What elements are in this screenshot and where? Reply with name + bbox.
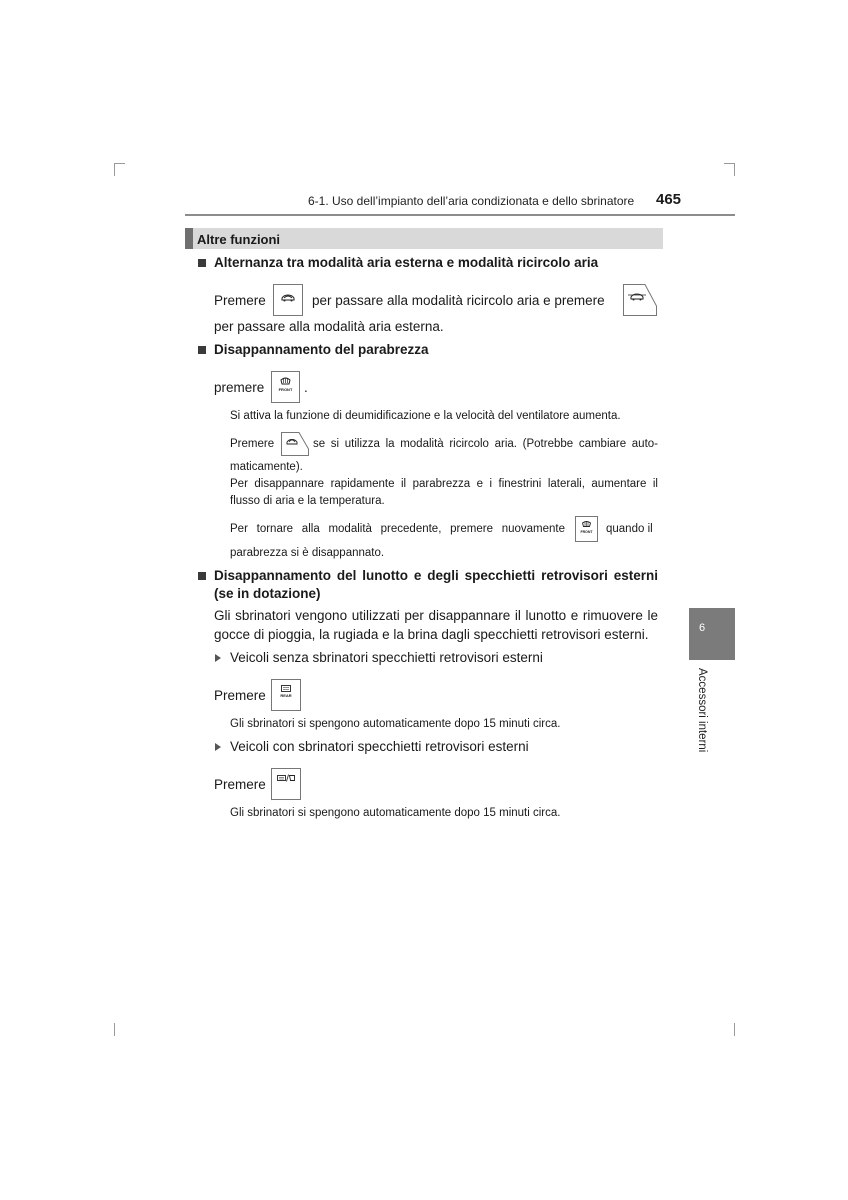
recirculation-icon xyxy=(281,432,309,456)
windshield-note-2-text: se si utilizza la modalità ricircolo aria. (Potrebbe cambiare auto- xyxy=(313,438,658,450)
recirculation-icon xyxy=(274,285,302,315)
rear-mirror-defogger-icon xyxy=(272,769,300,799)
section-title: Altre funzioni xyxy=(197,232,281,247)
rear-case2-premere: Premere xyxy=(214,777,266,792)
crop-mark xyxy=(114,163,125,164)
bullet-square-icon xyxy=(198,259,206,267)
recirc-mid-text: per passare alla modalità ricircolo aria e premere xyxy=(312,293,605,308)
chapter-tab xyxy=(689,608,735,660)
windshield-period: . xyxy=(304,380,308,395)
bullet-square-icon xyxy=(198,572,206,580)
rear-defogger-button[interactable] xyxy=(271,679,301,711)
windshield-note-1: Si attiva la funzione di deumidificazione e la velocità del ventilatore aumenta. xyxy=(230,410,621,422)
rear-case1-label: Veicoli senza sbrinatori specchietti retrovisori esterni xyxy=(230,650,543,665)
windshield-note-3-line1: Per disappannare rapidamente il parabrezza e i finestrini laterali, aumentare il xyxy=(230,478,658,490)
bullet-square-icon xyxy=(198,346,206,354)
recirc-premere-label: Premere xyxy=(214,293,266,308)
rear-heading-line2: (se in dotazione) xyxy=(214,586,321,601)
crop-mark xyxy=(734,163,735,176)
rear-case2-note: Gli sbrinatori si spengono automaticamente dopo 15 minuti circa. xyxy=(230,807,561,819)
recirc-line2: per passare alla modalità aria esterna. xyxy=(214,319,444,334)
windshield-note-4-text: Per tornare alla modalità precedente, premere nuovamente xyxy=(230,523,565,535)
recirc-button[interactable] xyxy=(273,284,303,316)
outside-air-icon xyxy=(623,284,657,316)
crop-mark xyxy=(734,1023,735,1036)
bullet-triangle-icon xyxy=(215,743,221,751)
header-divider xyxy=(185,214,735,216)
rear-body-line1: Gli sbrinatori vengono utilizzati per disappannare il lunotto e rimuovere le xyxy=(214,608,658,623)
windshield-note-4-post: quando il xyxy=(606,523,653,535)
windshield-heading: Disappannamento del parabrezza xyxy=(214,342,429,357)
rear-case1-premere: Premere xyxy=(214,688,266,703)
bullet-triangle-icon xyxy=(215,654,221,662)
front-button-label: FRONT xyxy=(580,530,593,534)
rear-case2-label: Veicoli con sbrinatori specchietti retrovisori esterni xyxy=(230,739,529,754)
windshield-note-2-cont: maticamente). xyxy=(230,461,303,473)
recirc-heading: Alternanza tra modalità aria esterna e modalità ricircolo aria xyxy=(214,255,599,270)
chapter-label: Accessori interni xyxy=(696,668,708,753)
front-button-label: FRONT xyxy=(278,387,293,392)
windshield-note-3-line2: flusso di aria e la temperatura. xyxy=(230,495,385,507)
section-title-bar xyxy=(185,228,663,249)
rear-heading-line1: Disappannamento del lunotto e degli specchietti retrovisori esterni xyxy=(214,568,658,583)
front-defogger-button-small[interactable] xyxy=(575,516,598,542)
rear-case1-note: Gli sbrinatori si spengono automaticamente dopo 15 minuti circa. xyxy=(230,718,561,730)
crop-mark xyxy=(114,1023,115,1036)
running-header: 6-1. Uso dell’impianto dell’aria condizionata e dello sbrinatore xyxy=(308,194,635,208)
front-defogger-button[interactable] xyxy=(271,371,300,403)
chapter-number: 6 xyxy=(699,622,706,634)
outside-air-button[interactable] xyxy=(623,284,657,316)
windshield-premere-label: premere xyxy=(214,380,265,395)
crop-mark xyxy=(114,163,115,176)
recirc-button-small[interactable] xyxy=(281,432,309,456)
rear-button-label: REAR xyxy=(280,693,292,698)
page-number: 465 xyxy=(656,191,682,208)
windshield-note-2-premere: Premere xyxy=(230,438,275,450)
windshield-note-4-cont: parabrezza si è disappannato. xyxy=(230,547,385,559)
rear-mirror-defogger-button[interactable] xyxy=(271,768,301,800)
front-defogger-icon xyxy=(576,517,597,541)
rear-body-line2: gocce di pioggia, la rugiada e la brina dagli specchietti retrovisori esterni. xyxy=(214,627,649,642)
